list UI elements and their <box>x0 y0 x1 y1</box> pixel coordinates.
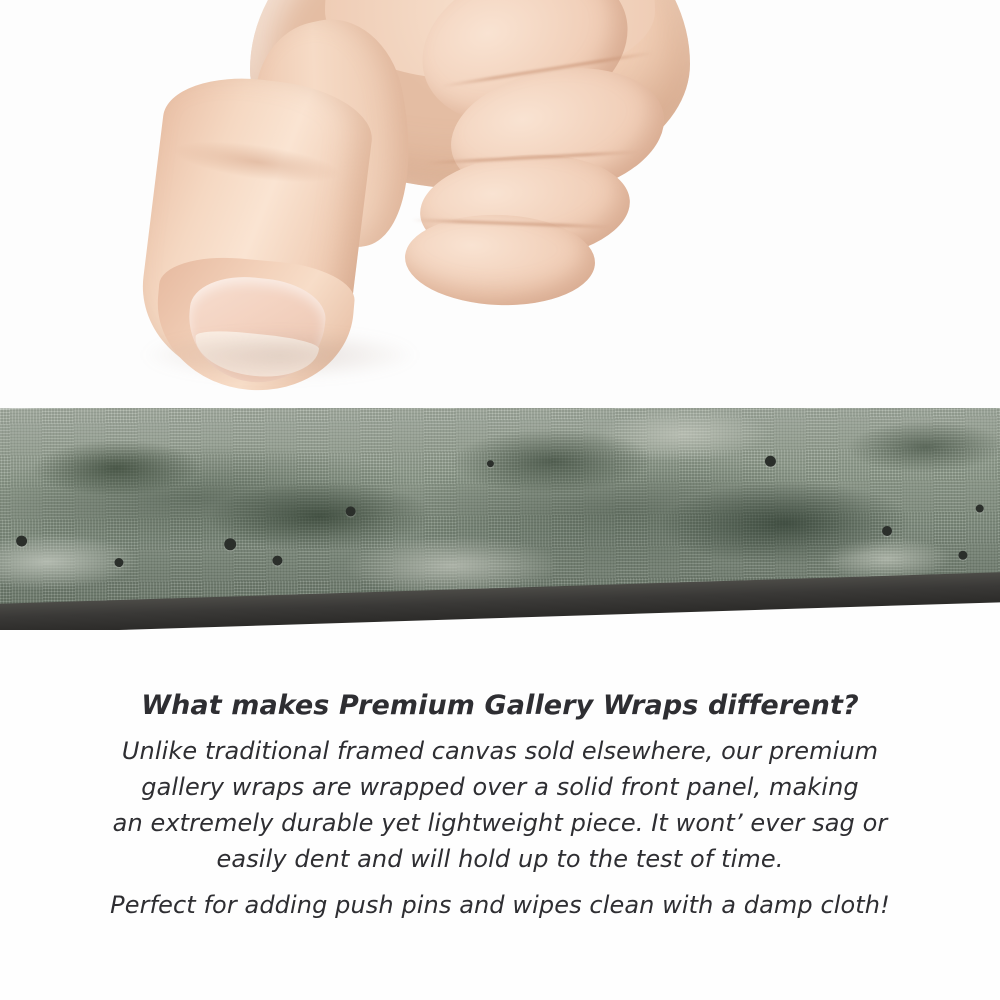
canvas-speck <box>765 456 776 467</box>
canvas-speck <box>224 538 236 550</box>
caption-line-5: Perfect for adding push pins and wipes clean with a damp cloth! <box>110 891 890 919</box>
caption-line-2: gallery wraps are wrapped over a solid front panel, making <box>141 773 859 801</box>
hand-illustration <box>120 0 680 408</box>
canvas-speck <box>346 506 356 516</box>
canvas-speck <box>16 535 27 546</box>
canvas-bottom-edge <box>0 572 1000 630</box>
hand-shadow <box>140 330 420 380</box>
caption-title: What makes Premium Gallery Wraps different? <box>141 690 859 721</box>
caption-block <box>0 690 1000 923</box>
caption-line-3: an extremely durable yet lightweight piece. It wont’ ever sag or <box>112 809 888 837</box>
caption-line-4: easily dent and will hold up to the test of time. <box>216 845 784 873</box>
canvas-speck <box>882 526 892 536</box>
canvas-printed-face <box>0 408 1000 614</box>
caption-line-1: Unlike traditional framed canvas sold elsewhere, our premium <box>121 737 879 765</box>
canvas-speck <box>114 558 123 567</box>
canvas-speck <box>976 504 984 512</box>
canvas-edge-strip <box>0 408 1000 630</box>
canvas-speck <box>272 555 282 565</box>
canvas-speck <box>958 551 967 560</box>
canvas-top-highlight <box>0 408 1000 410</box>
upper-white-area <box>0 0 1000 408</box>
canvas-speck <box>487 460 494 467</box>
